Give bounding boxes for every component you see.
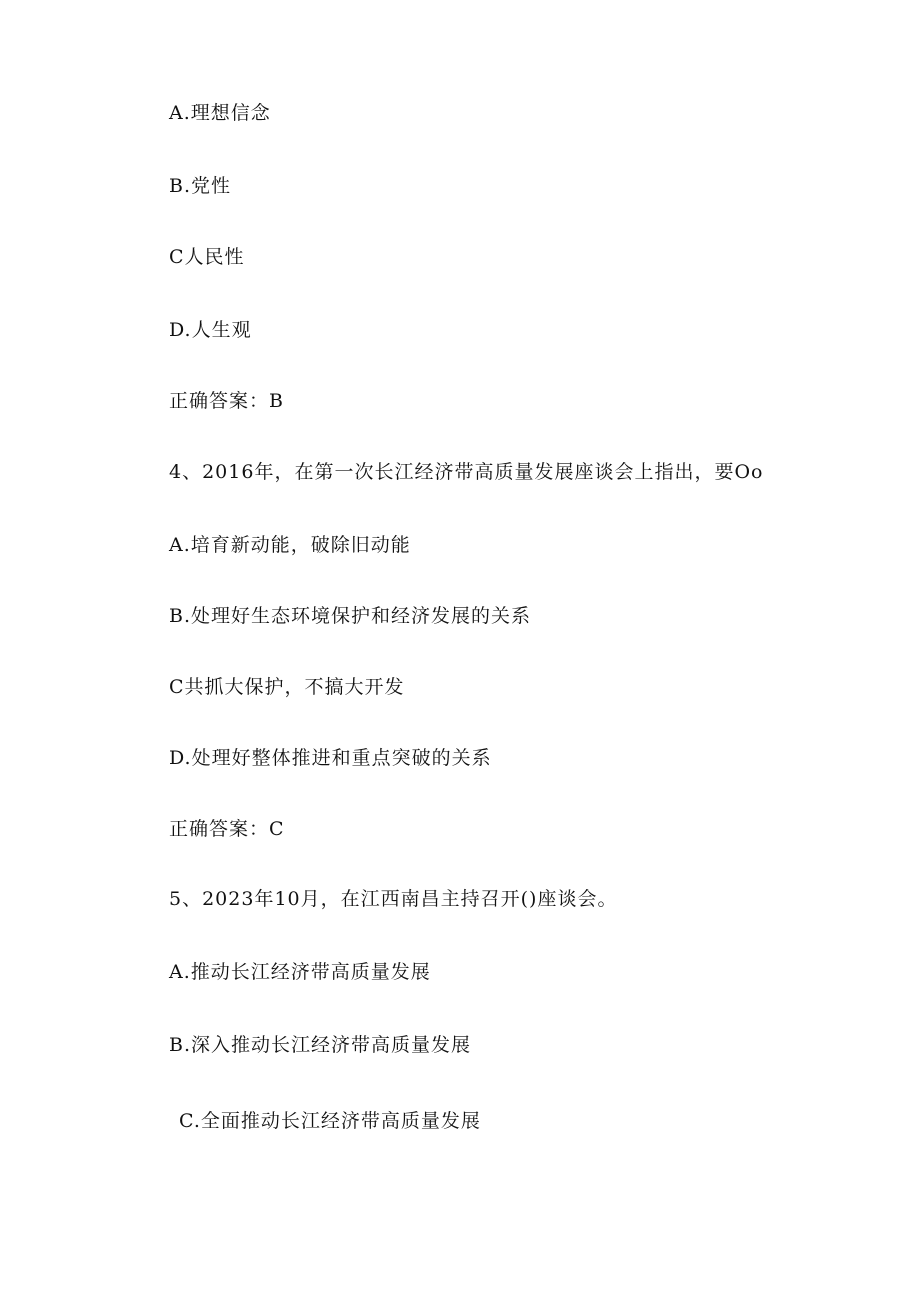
option-d-q4: D.处理好整体推进和重点突破的关系 [169, 747, 492, 769]
option-c-q4: C共抓大保护，不搞大开发 [169, 676, 405, 698]
option-b-q5: B.深入推动长江经济带高质量发展 [169, 1034, 472, 1056]
option-a-q3: A.理想信念 [169, 102, 271, 124]
answer-q4: 正确答案：C [169, 818, 285, 840]
question-5: 5、2023年10月，在江西南昌主持召开()座谈会。 [169, 888, 618, 910]
question-4: 4、2016年，在第一次长江经济带高质量发展座谈会上指出，要Oo [169, 461, 764, 483]
option-b-q4: B.处理好生态环境保护和经济发展的关系 [169, 605, 532, 627]
option-c-q3: C人民性 [169, 246, 245, 268]
option-d-q3: D.人生观 [169, 319, 252, 341]
option-c-q5: C.全面推动长江经济带高质量发展 [179, 1110, 481, 1132]
answer-q3: 正确答案：B [169, 390, 284, 412]
option-a-q5: A.推动长江经济带高质量发展 [169, 961, 431, 983]
option-b-q3: B.党性 [169, 175, 232, 197]
option-a-q4: A.培育新动能，破除旧动能 [169, 534, 411, 556]
